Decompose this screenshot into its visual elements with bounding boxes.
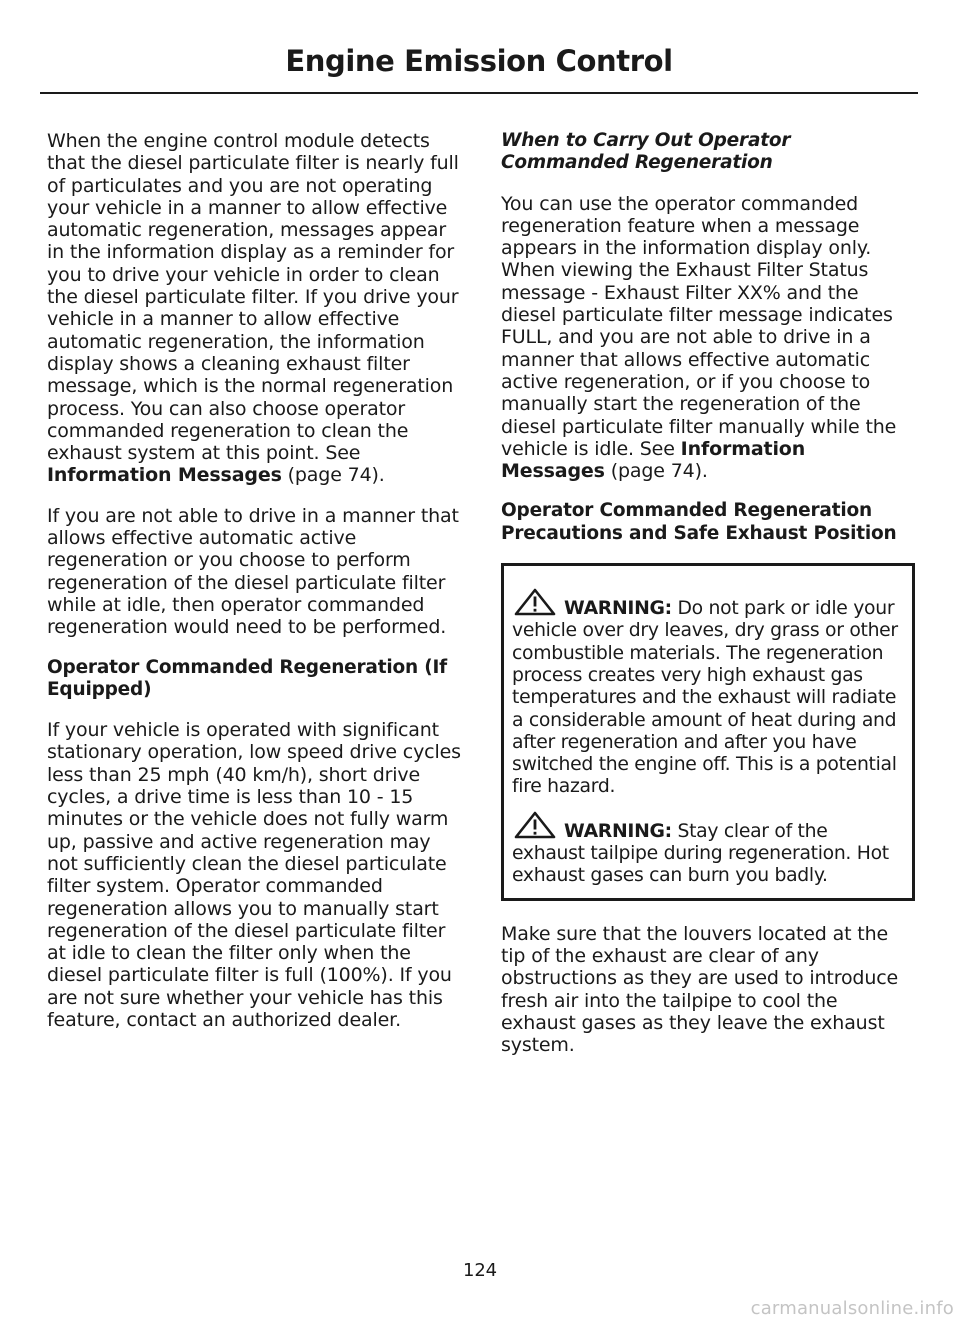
intro-paragraph: When the engine control module detects that the diesel particulate filter is nearly full of particulates and you are not operating your vehicle in a manner to allow effective automatic regeneration, messages appear in the information display as a reminder for you to drive your vehicle in order to clean the diesel particulate filter. If you drive your vehicle in a manner to allow effective automatic regeneration, the information display shows a cleaning exhaust filter message, which is the normal regeneration process. You can also choose operator commanded regeneration to clean the exhaust system at this point. See Information Messages (page 74). [47,130,459,487]
warning-label: WARNING: [564,820,672,842]
left-column [47,130,461,1049]
section-heading-operator-commanded: Operator Commanded Regeneration (If Equipped) [47,656,448,700]
page-title: Engine Emission Control [285,44,673,78]
warning-fire-hazard: WARNING: Do not park or idle your vehicle over dry leaves, dry grass or other combustible materials. The regeneration process creates very high exhaust gas temperatures and the exhaust will radiate a considerable amount of heat during and after regeneration and after you have switched the engine off. This is a potential fire hazard. [512,588,904,799]
warning-tailpipe: WARNING: Stay clear of the exhaust tailpipe during regeneration. Hot exhaust gases can burn you badly. [512,811,904,888]
warning-label: WARNING: [564,598,672,620]
right-column [501,130,915,1074]
when-to-carry-out-paragraph: You can use the operator commanded regeneration feature when a message appears in the information display only. When viewing the Exhaust Filter Status message - Exhaust Filter XX% and the diesel particulate filter message indicates FULL, and you are not able to drive in a manner that allows effective automatic active regeneration, or if you choose to manually start the regeneration of the diesel particulate filter manually while the vehicle is idle. See Information Messages (page 74). [501,192,897,483]
page-number: 124 [463,1260,497,1281]
page-header [40,0,918,94]
warning-box [501,563,915,901]
watermark: carmanualsonline.info [750,1298,954,1319]
section-heading-precautions: Operator Commanded Regeneration Precautions and Safe Exhaust Position [501,500,897,544]
idle-regeneration-paragraph: If you are not able to drive in a manner that allows effective automatic active regeneration or you choose to perform regeneration of the diesel particulate filter while at idle, then operator commanded regeneration would need to be performed. [47,504,459,639]
information-messages-link[interactable]: Information Messages [47,464,282,487]
section-heading-when-to-carry-out: When to Carry Out Operator Commanded Regeneration [501,130,791,174]
louvers-paragraph: Make sure that the louvers located at the tip of the exhaust are clear of any obstructions as they are used to introduce fresh air into the tailpipe to cool the exhaust gases as they leave the exhaust system. [501,922,899,1057]
warning-triangle-icon [512,588,558,616]
operator-commanded-paragraph: If your vehicle is operated with significant stationary operation, low speed drive cycles less than 25 mph (40 km/h), short drive cycles, a drive time is less than 10 - 15 minutes or the vehicle does not fully warm up, passive and active regeneration may not sufficiently clean the diesel particulate filter system. Operator commanded regeneration allows you to manually start regeneration of the diesel particulate filter at idle to clean the filter only when the diesel particulate filter is full (100%). If you are not sure whether your vehicle has this feature, contact an authorized dealer. [47,719,461,1031]
warning-triangle-icon [512,811,558,839]
information-messages-link[interactable]: Information Messages [501,437,806,483]
